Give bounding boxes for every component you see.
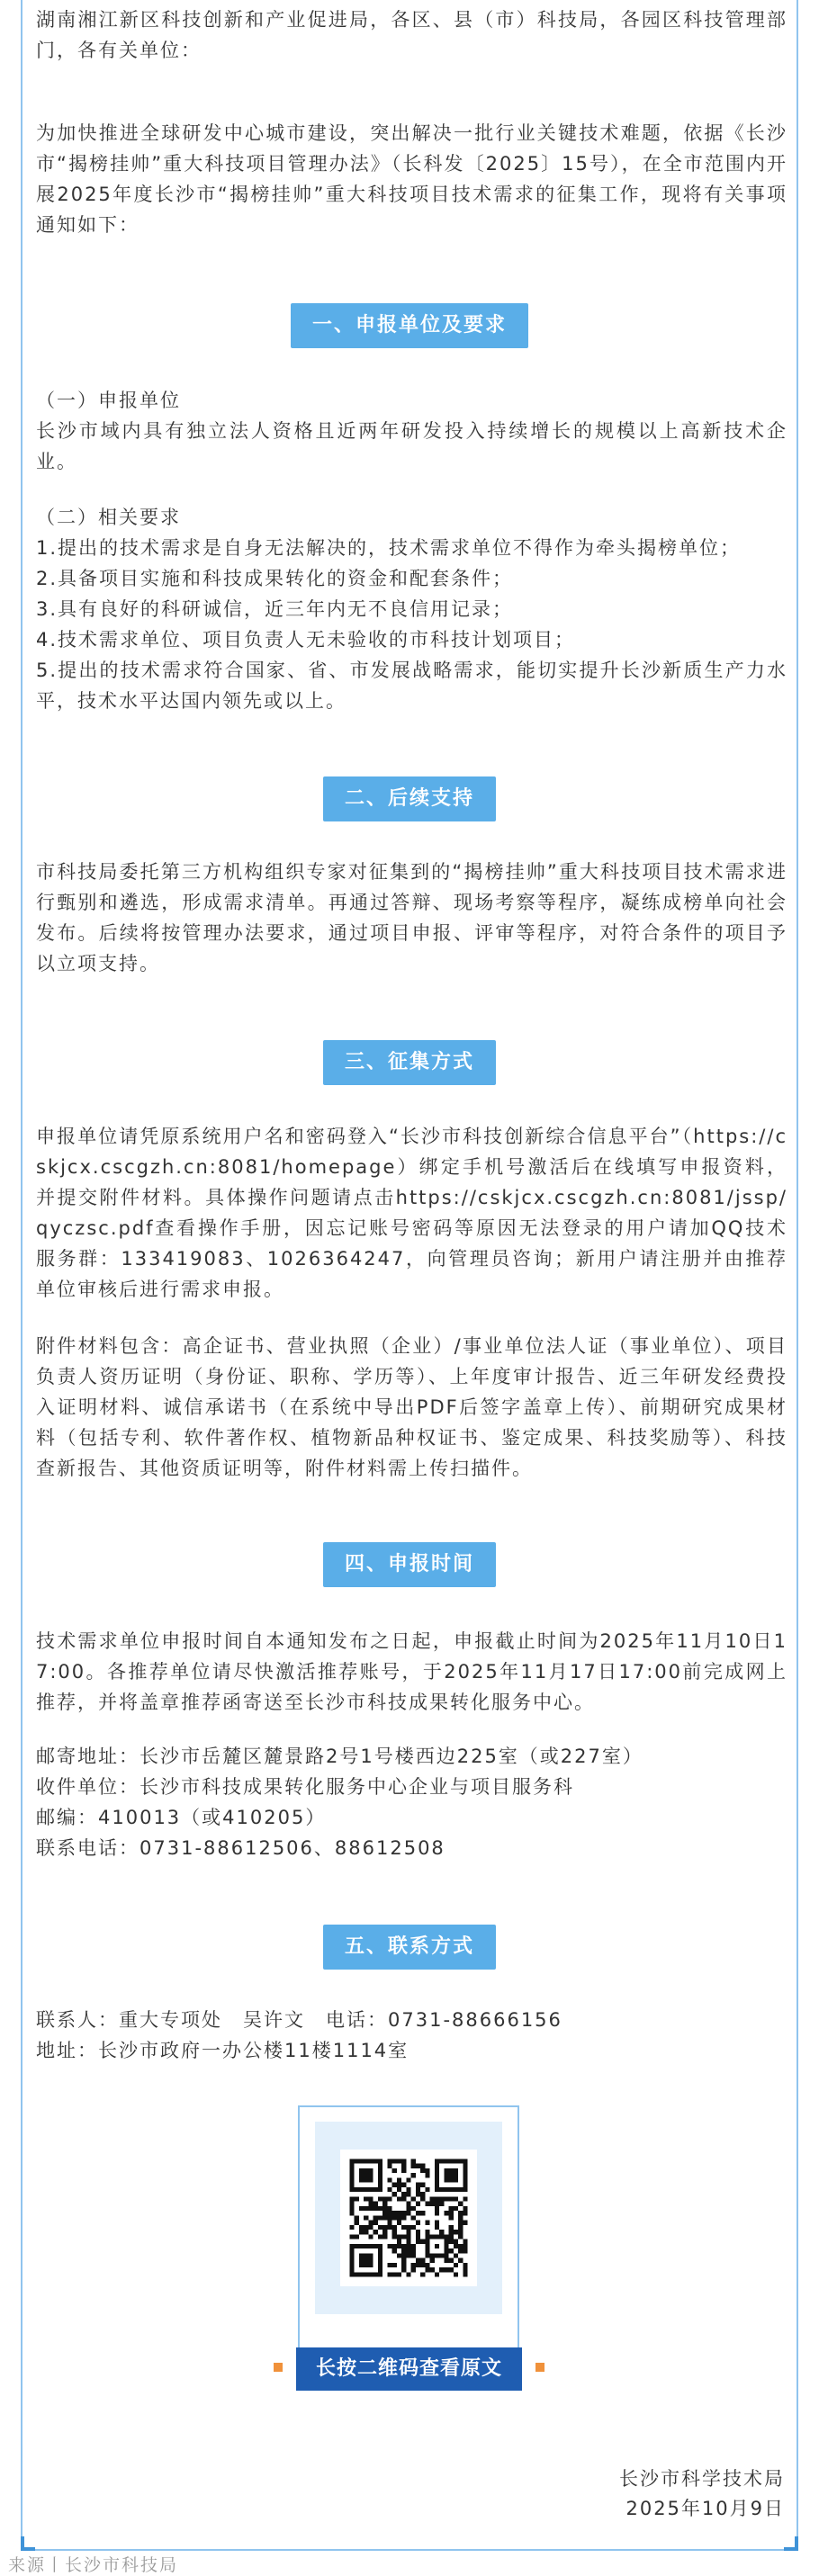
frame-corner-bottom-left	[21, 2536, 35, 2551]
qr-caption: 长按二维码查看原文	[296, 2347, 522, 2391]
section-1-heading-row	[0, 303, 819, 348]
mailing-info-block	[36, 1741, 788, 1863]
section-4-heading: 四、申报时间	[323, 1542, 496, 1587]
postcode: 邮编：410013（或410205）	[36, 1807, 327, 1828]
section-3-heading: 三、征集方式	[323, 1040, 496, 1085]
attachment-materials-text: 附件材料包含：高企证书、营业执照（企业）/事业单位法人证（事业单位）、项目负责人资历证明（身份证、职称、学历等）、上年度审计报告、近三年研发经费投入证明材料、诚信承诺书（在系统中导出PDF后签字盖章上传）、前期研究成果材料（包括专利、软件著作权、植物新品种权证书、鉴定成果、科技奖励等）、科技查新报告、其他资质证明等，附件材料需上传扫描件。	[36, 1335, 788, 1479]
signature-block	[619, 2464, 785, 2524]
applicant-unit-text: 长沙市域内具有独立法人资格且近两年研发投入持续增长的规模以上高新技术企业。	[36, 420, 788, 472]
section-2-heading-row	[0, 776, 819, 821]
follow-up-support-text: 市科技局委托第三方机构组织专家对征集到的“揭榜挂帅”重大科技项目技术需求进行甄别和遴选，形成需求清单。再通过答辩、现场考察等程序，凝练成榜单向社会发布。后续将按管理办法要求，通过项目申报、评审等程序，对符合条件的项目予以立项支持。	[36, 861, 788, 974]
requirement-item: 3.具有良好的科研诚信，近三年内无不良信用记录；	[36, 598, 514, 620]
contact-block	[36, 2005, 788, 2066]
qr-code-icon[interactable]	[340, 2150, 477, 2286]
caption-right-square	[536, 2363, 544, 2372]
requirement-item: 1.提出的技术需求是自身无法解决的，技术需求单位不得作为牵头揭榜单位；	[36, 537, 742, 559]
contact-person: 联系人：重大专项处 吴许文 电话：0731-88666156	[36, 2009, 562, 2031]
requirement-item: 5.提出的技术需求符合国家、省、市发展战略需求，能切实提升长沙新质生产力水平，技术水平达国内领先或以上。	[36, 660, 788, 712]
requirement-item: 2.具备项目实施和科技成果转化的资金和配套条件；	[36, 568, 514, 589]
frame-bottom-border	[21, 2549, 798, 2551]
section-3-heading-row	[0, 1040, 819, 1085]
requirements-block	[36, 502, 788, 716]
intro-paragraph: 为加快推进全球研发中心城市建设，突出解决一批行业关键技术难题，依据《长沙市“揭榜挂帅”重大科技项目管理办法》（长科发〔2025〕15号），在全市范围内开展2025年度长沙市“揭榜挂帅”重大科技项目技术需求的征集工作，现将有关事项通知如下：	[36, 122, 788, 236]
mailing-address: 邮寄地址：长沙市岳麓区麓景路2号1号楼西边225室（或227室）	[36, 1746, 644, 1767]
application-time-text: 技术需求单位申报时间自本通知发布之日起，申报截止时间为2025年11月10日17:00。各推荐单位请尽快激活推荐账号，于2025年11月17日17:00前完成网上推荐，并将盖章推荐函寄送至长沙市科技成果转化服务中心。	[36, 1630, 788, 1713]
recipient-unit: 收件单位：长沙市科技成果转化服务中心企业与项目服务科	[36, 1776, 574, 1798]
salutation: 湖南湘江新区科技创新和产业促进局，各区、县（市）科技局，各园区科技管理部门，各有关单位：	[36, 9, 788, 61]
collection-method-text: 申报单位请凭原系统用户名和密码登入“长沙市科技创新综合信息平台”（https://cskjcx.cscgzh.cn:8081/homepage）绑定手机号激活后在线填写申报资料，并提交附件材料。具体操作问题请点击https://cskjcx.cscgzh.cn:8081/jssp/qyczsc.pdf查看操作手册，因忘记账号密码等原因无法登录的用户请加QQ技术服务群：133419083、1026364247，向管理员咨询；新用户请注册并由推荐单位审核后进行需求申报。	[36, 1126, 788, 1300]
frame-left-border	[21, 0, 22, 2551]
section-5-heading: 五、联系方式	[323, 1925, 496, 1970]
requirement-item: 4.技术需求单位、项目负责人无未验收的市科技计划项目；	[36, 629, 576, 651]
issuer-name: 长沙市科学技术局	[619, 2468, 785, 2490]
contact-phone: 联系电话：0731-88612506、88612508	[36, 1837, 446, 1859]
section-4-heading-row	[0, 1542, 819, 1587]
frame-corner-bottom-right	[784, 2536, 798, 2551]
issue-date: 2025年10月9日	[626, 2498, 785, 2519]
frame-right-border	[796, 0, 798, 2551]
contact-address: 地址：长沙市政府一办公楼11楼1114室	[36, 2040, 410, 2061]
source-note: 来源丨长沙市科技局	[8, 2555, 179, 2575]
applicant-unit-title: （一）申报单位	[36, 390, 181, 411]
applicant-unit-block	[36, 385, 788, 477]
requirements-title: （二）相关要求	[36, 507, 181, 528]
section-2-heading: 二、后续支持	[323, 776, 496, 821]
section-1-heading: 一、申报单位及要求	[291, 303, 528, 348]
section-5-heading-row	[0, 1925, 819, 1970]
caption-left-square	[274, 2363, 283, 2372]
